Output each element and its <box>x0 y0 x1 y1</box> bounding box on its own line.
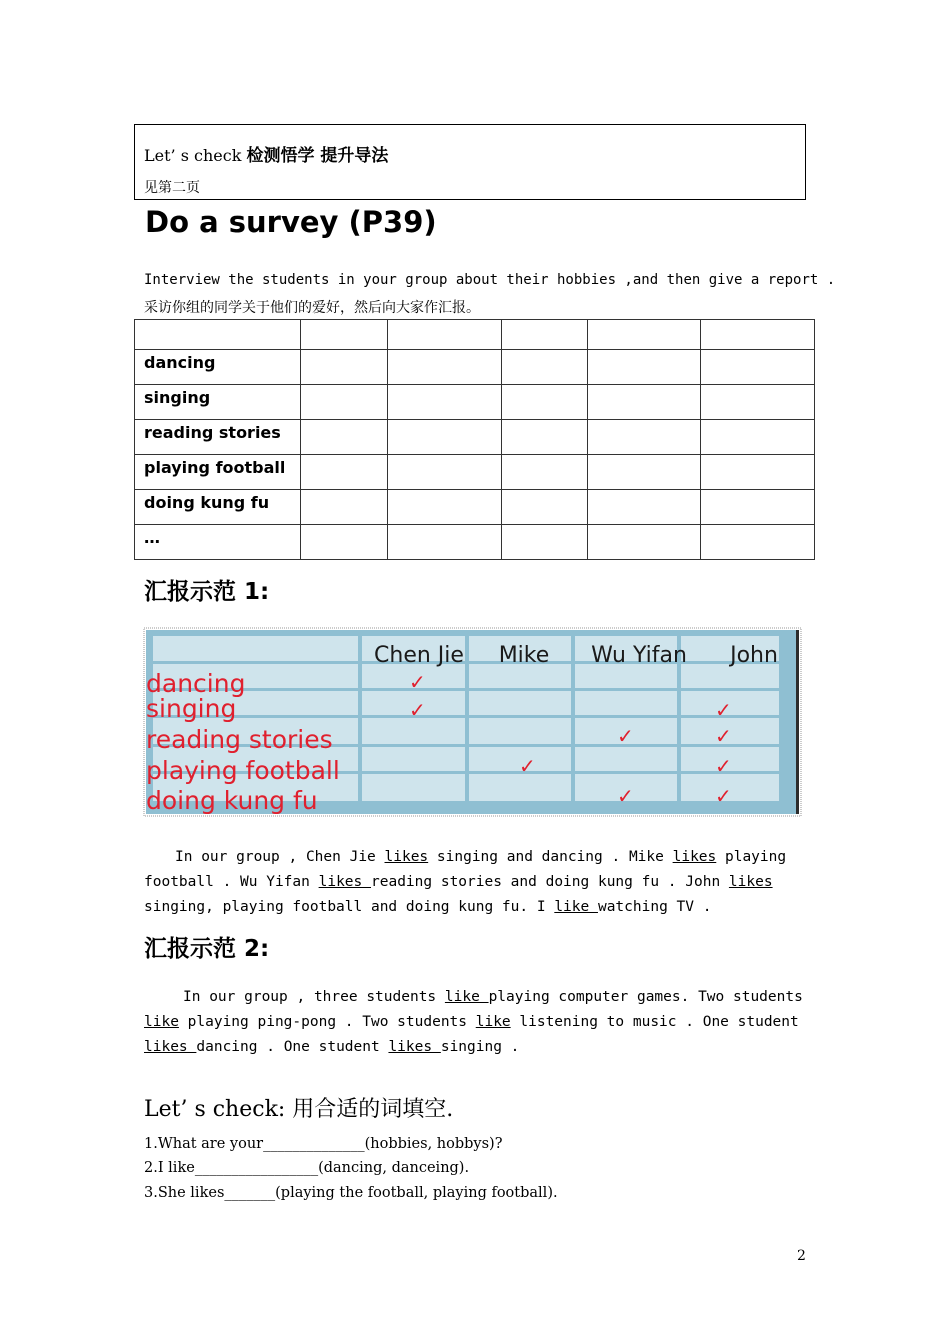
chart-cell <box>469 718 571 744</box>
survey-row <box>135 455 815 490</box>
chart-cell <box>362 747 465 771</box>
survey-blank-cell[interactable] <box>502 350 588 385</box>
survey-blank-cell[interactable] <box>301 525 388 560</box>
survey-hobby-label <box>144 320 300 323</box>
survey-blank-cell[interactable] <box>588 455 701 490</box>
question-3: 3.She likes_______(playing the football, playing football). <box>144 1185 558 1201</box>
survey-blank-cell[interactable] <box>701 385 815 420</box>
survey-blank-cell[interactable] <box>588 385 701 420</box>
see-page-two: 见第二页 <box>144 180 200 196</box>
chart-hobby-label: doing kung fu <box>146 786 318 815</box>
survey-blank-cell[interactable] <box>502 490 588 525</box>
lets-check-box <box>134 124 806 200</box>
chart-check-mark: ✓ <box>617 724 634 748</box>
chart-check-mark: ✓ <box>715 698 732 722</box>
paragraph-text: singing . <box>440 1039 520 1055</box>
paragraph-text: singing, playing football and doing kung fu. I <box>144 899 555 915</box>
paragraph-text: watching TV . <box>597 899 712 915</box>
underlined-word: like <box>444 989 489 1005</box>
survey-row <box>135 490 815 525</box>
chart-check-mark: ✓ <box>715 754 732 778</box>
survey-blank-cell[interactable] <box>502 385 588 420</box>
instruction-english: Interview the students in your group about their hobbies ,and then give a report . <box>144 272 836 288</box>
underlined-word: like <box>144 1014 179 1030</box>
page-number: 2 <box>797 1248 806 1264</box>
survey-hobby-label: playing football <box>144 458 286 477</box>
survey-hobby-label: reading stories <box>144 423 281 442</box>
chart-check-mark: ✓ <box>409 698 426 722</box>
paragraph-text: dancing . One student <box>196 1039 389 1055</box>
chart-name-label: Chen Jie <box>374 643 464 668</box>
survey-hobby-label: dancing <box>144 353 216 372</box>
survey-hobby-label: … <box>144 528 160 547</box>
survey-blank-cell[interactable] <box>388 455 502 490</box>
chart-cell <box>153 636 358 661</box>
survey-blank-cell[interactable] <box>388 320 502 350</box>
survey-blank-cell[interactable] <box>388 490 502 525</box>
survey-blank-cell[interactable] <box>301 490 388 525</box>
example2-heading: 汇报示范 2: <box>144 936 270 962</box>
survey-blank-cell[interactable] <box>388 350 502 385</box>
survey-hobby-label: singing <box>144 388 211 407</box>
survey-table <box>134 319 815 560</box>
paragraph-text: listening to music . One student <box>510 1014 799 1030</box>
example1-heading: 汇报示范 1: <box>144 579 270 605</box>
chart-cell <box>575 747 677 771</box>
instruction-chinese: 采访你组的同学关于他们的爱好，然后向大家作汇报。 <box>144 300 480 316</box>
survey-blank-cell[interactable] <box>701 455 815 490</box>
question-2: 2.I like_________________(dancing, danceing). <box>144 1160 470 1176</box>
page-title: Do a survey (P39) <box>145 205 437 239</box>
survey-hobby-cell <box>135 320 301 350</box>
chart-hobby-label: dancing <box>146 669 246 698</box>
chart-name-label: Wu Yifan <box>591 643 687 668</box>
survey-blank-cell[interactable] <box>388 385 502 420</box>
survey-blank-cell[interactable] <box>588 490 701 525</box>
survey-blank-cell[interactable] <box>502 320 588 350</box>
survey-row <box>135 420 815 455</box>
chart-cell <box>575 691 677 715</box>
survey-hobby-cell <box>135 455 301 490</box>
underlined-word: likes <box>388 1039 441 1055</box>
survey-row <box>135 350 815 385</box>
chart-hobby-label: reading stories <box>146 725 333 754</box>
underlined-word: likes <box>144 1039 197 1055</box>
survey-blank-cell[interactable] <box>301 350 388 385</box>
survey-hobby-cell <box>135 525 301 560</box>
survey-row <box>135 385 815 420</box>
chart-check-mark: ✓ <box>409 670 426 694</box>
survey-blank-cell[interactable] <box>502 420 588 455</box>
survey-blank-cell[interactable] <box>701 420 815 455</box>
paragraph-text: playing ping-pong . Two students <box>178 1014 476 1030</box>
survey-blank-cell[interactable] <box>701 490 815 525</box>
survey-hobby-cell <box>135 420 301 455</box>
example1-paragraph <box>144 845 814 920</box>
survey-hobby-label: doing kung fu <box>144 493 270 512</box>
chart-right-edge <box>796 630 799 814</box>
survey-blank-cell[interactable] <box>301 320 388 350</box>
underlined-word: likes <box>384 849 429 865</box>
underlined-word: likes <box>318 874 371 890</box>
question-1: 1.What are your______________(hobbies, hobbys)? <box>144 1136 503 1152</box>
paragraph-text: reading stories and doing kung fu . John <box>371 874 729 890</box>
chart-cell <box>469 774 571 801</box>
survey-blank-cell[interactable] <box>301 455 388 490</box>
underlined-word: likes <box>728 874 773 890</box>
survey-blank-cell[interactable] <box>588 420 701 455</box>
chart-hobby-label: singing <box>146 694 237 723</box>
chart-name-label: Mike <box>498 643 550 668</box>
survey-row <box>135 525 815 560</box>
example-chart <box>143 626 803 818</box>
paragraph-text: In our group , Chen Jie <box>175 849 385 865</box>
survey-blank-cell[interactable] <box>301 420 388 455</box>
survey-hobby-cell <box>135 350 301 385</box>
paragraph-text: In our group , three students <box>183 989 445 1005</box>
survey-blank-cell[interactable] <box>502 455 588 490</box>
survey-blank-cell[interactable] <box>588 525 701 560</box>
paragraph-text: playing football . Wu Yifan <box>144 849 787 890</box>
survey-blank-cell[interactable] <box>701 525 815 560</box>
chart-check-mark: ✓ <box>617 784 634 808</box>
chart-cell <box>362 774 465 801</box>
lets-check-bold: 检测悟学 提升导法 <box>246 146 389 166</box>
example2-paragraph <box>144 985 814 1060</box>
chart-check-mark: ✓ <box>715 724 732 748</box>
survey-blank-cell[interactable] <box>588 350 701 385</box>
survey-blank-cell[interactable] <box>701 350 815 385</box>
underlined-word: like <box>554 899 598 915</box>
survey-row <box>135 320 815 350</box>
lets-check-title <box>144 141 388 166</box>
survey-blank-cell[interactable] <box>502 525 588 560</box>
survey-blank-cell[interactable] <box>701 320 815 350</box>
paragraph-text: singing and dancing . Mike <box>428 849 673 865</box>
check-heading: Let’ s check: 用合适的词填空. <box>144 1097 454 1122</box>
survey-blank-cell[interactable] <box>588 320 701 350</box>
chart-name-label: John <box>730 643 778 668</box>
chart-cell <box>469 691 571 715</box>
survey-hobby-cell <box>135 490 301 525</box>
survey-blank-cell[interactable] <box>301 385 388 420</box>
underlined-word: likes <box>672 849 717 865</box>
chart-check-mark: ✓ <box>715 784 732 808</box>
paragraph-text: playing computer games. Two students <box>488 989 803 1005</box>
survey-blank-cell[interactable] <box>388 525 502 560</box>
chart-hobby-label: playing football <box>146 756 340 785</box>
survey-hobby-cell <box>135 385 301 420</box>
survey-blank-cell[interactable] <box>388 420 502 455</box>
chart-check-mark: ✓ <box>519 754 536 778</box>
lets-check-prefix: Let’ s check <box>144 146 247 165</box>
underlined-word: like <box>475 1014 511 1030</box>
